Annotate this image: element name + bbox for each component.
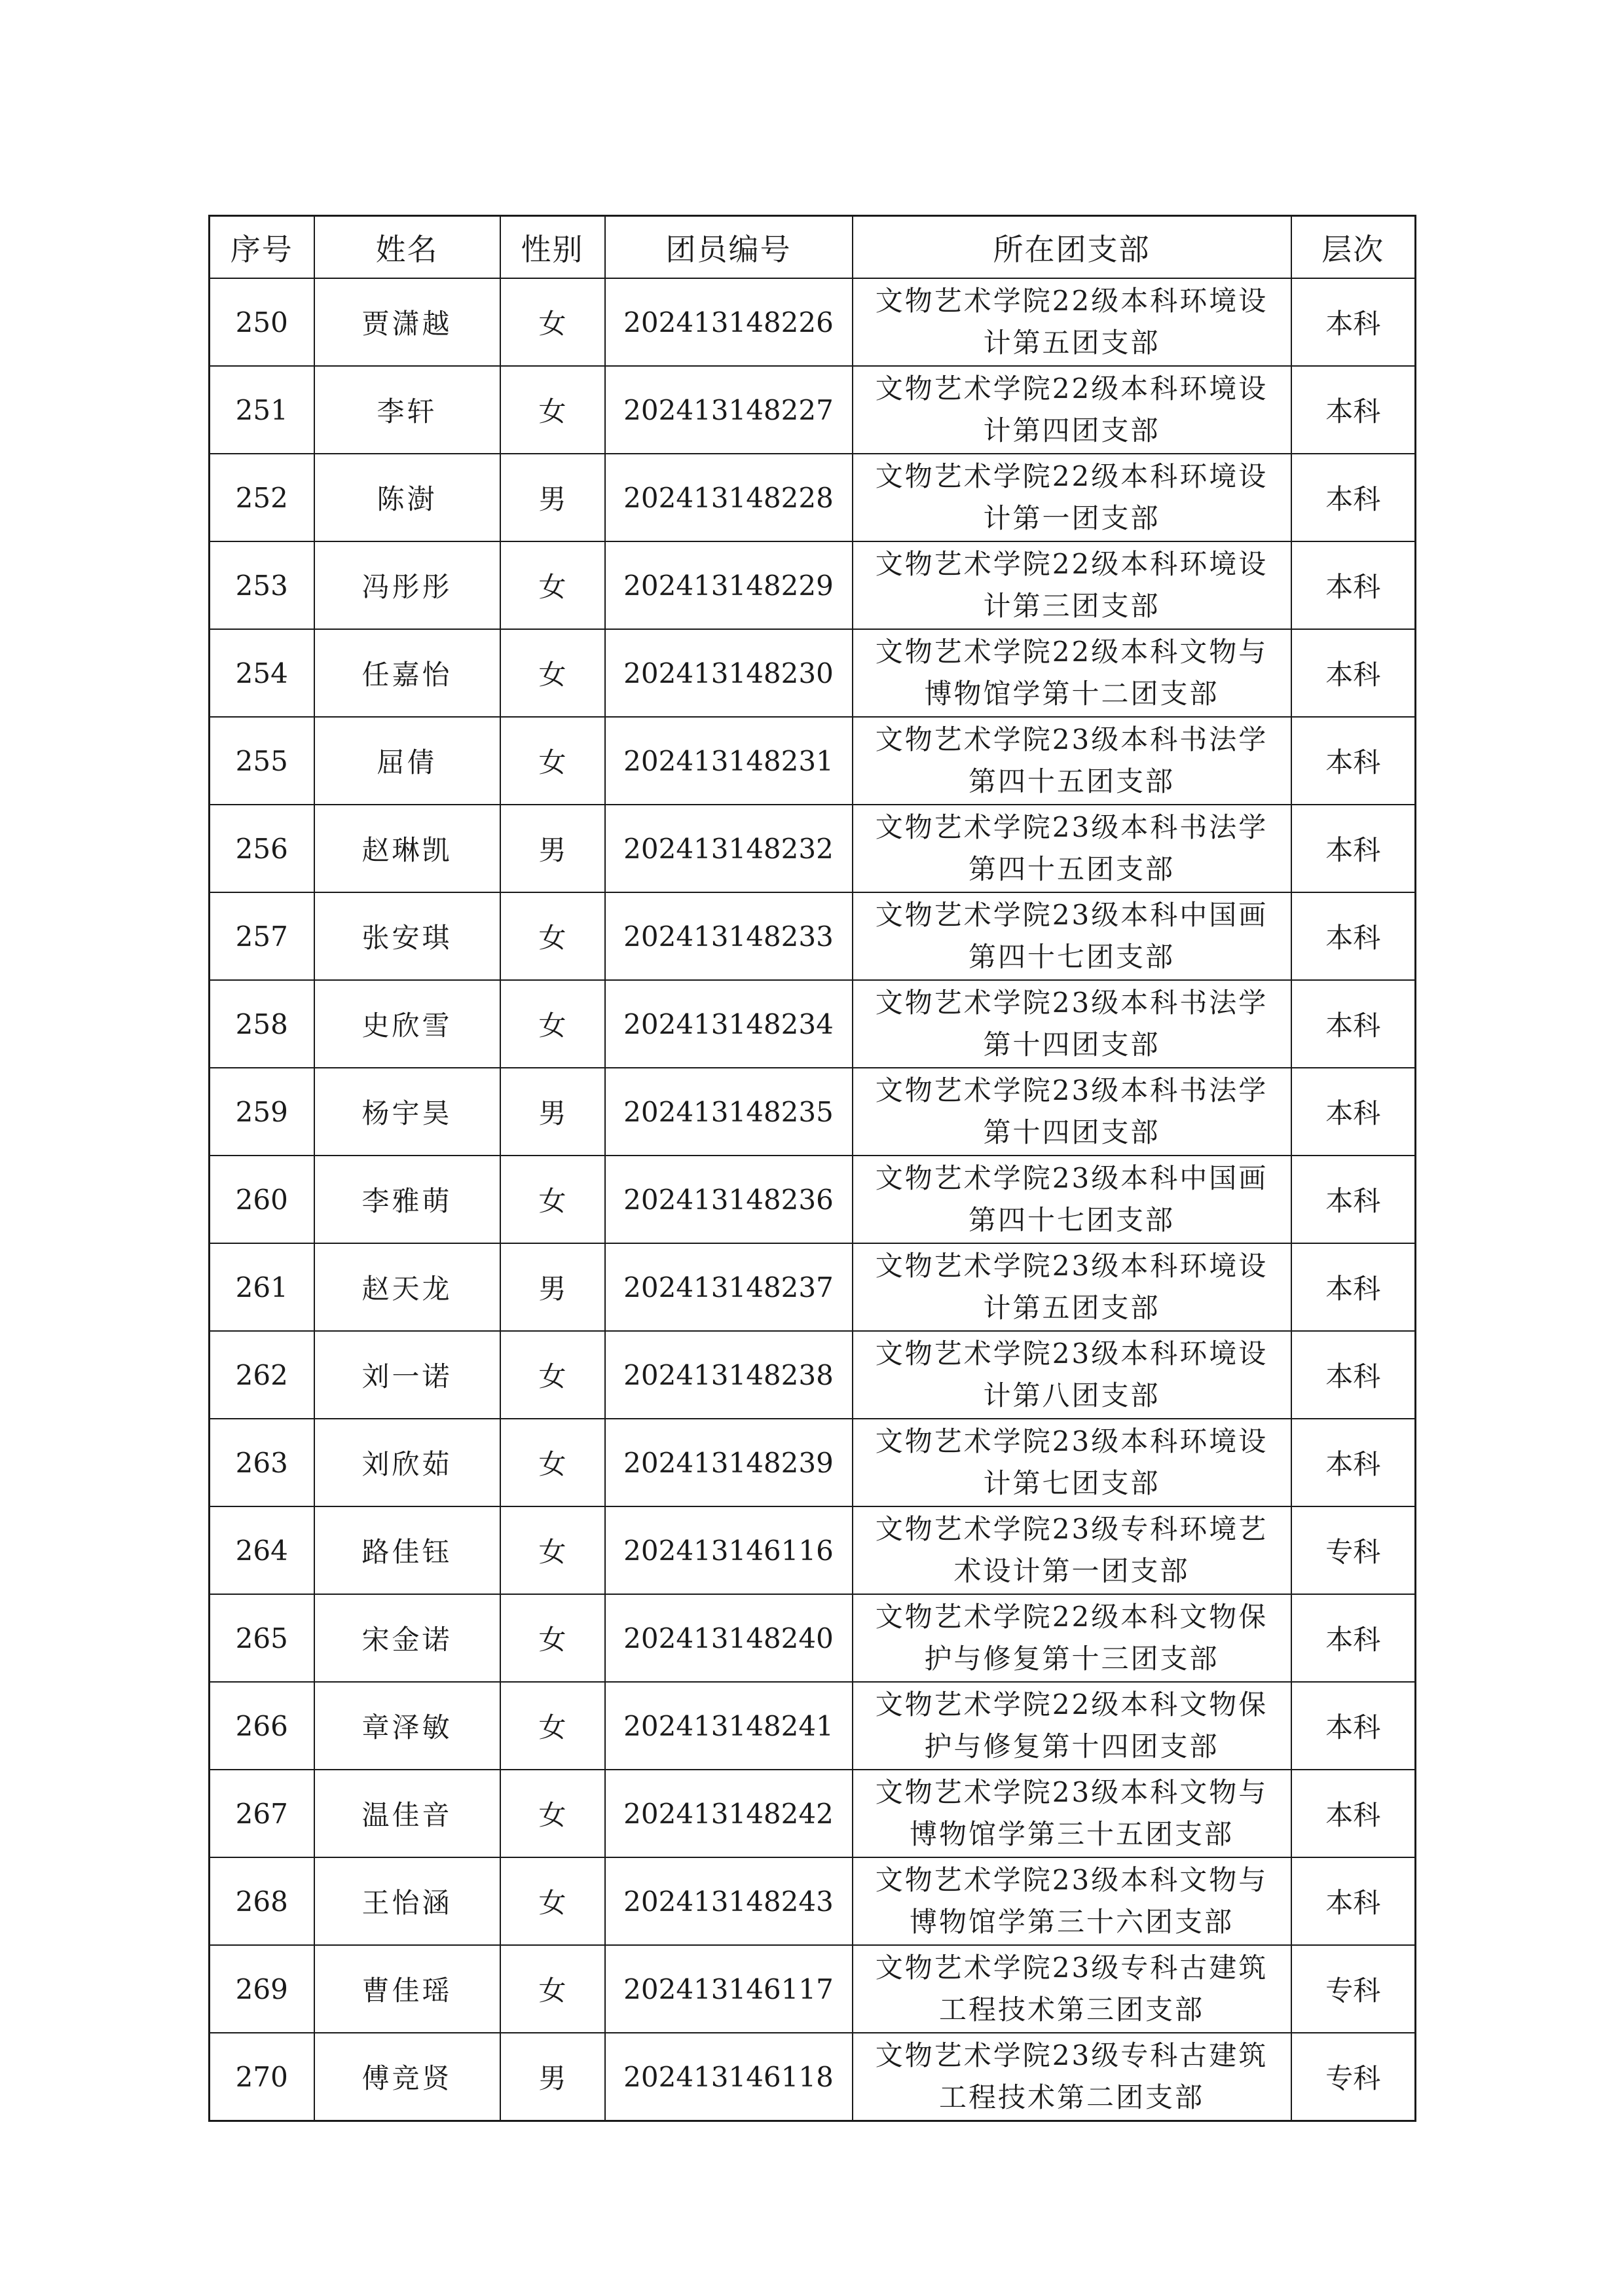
gender-cell: 男 bbox=[500, 1243, 605, 1331]
gender-cell: 女 bbox=[500, 629, 605, 717]
branch-cell bbox=[853, 629, 1291, 717]
branch-line-2: 博物馆学第十二团支部 bbox=[924, 678, 1219, 710]
name-cell: 傅竞贤 bbox=[314, 2033, 500, 2121]
table-row bbox=[210, 1682, 1416, 1770]
seq-cell: 270 bbox=[210, 2033, 314, 2121]
name-cell: 李雅萌 bbox=[314, 1156, 500, 1243]
member-list-sheet bbox=[208, 215, 1414, 2122]
branch-line-2: 计第七团支部 bbox=[983, 1467, 1160, 1499]
branch-line-2: 计第五团支部 bbox=[983, 1292, 1160, 1324]
branch-line-2: 工程技术第二团支部 bbox=[938, 2081, 1204, 2113]
table-row bbox=[210, 541, 1416, 629]
member-id-cell: 202413148238 bbox=[605, 1331, 853, 1419]
member-id-cell: 202413148229 bbox=[605, 541, 853, 629]
branch-line-2: 第四十五团支部 bbox=[968, 853, 1175, 885]
level-cell: 专科 bbox=[1291, 1945, 1416, 2033]
branch-line-2: 第四十七团支部 bbox=[968, 941, 1175, 973]
gender-cell: 女 bbox=[500, 1156, 605, 1243]
branch-line-1: 文物艺术学院23级本科书法学 bbox=[875, 1074, 1268, 1106]
table-row bbox=[210, 1594, 1416, 1682]
level-cell: 本科 bbox=[1291, 629, 1416, 717]
seq-cell: 252 bbox=[210, 454, 314, 541]
branch-line-1: 文物艺术学院22级本科文物保 bbox=[875, 1601, 1268, 1633]
level-cell: 本科 bbox=[1291, 1419, 1416, 1506]
branch-line-2: 工程技术第三团支部 bbox=[938, 1994, 1204, 2026]
branch-line-2: 第十四团支部 bbox=[983, 1029, 1160, 1061]
member-id-cell: 202413148240 bbox=[605, 1594, 853, 1682]
table-row bbox=[210, 1331, 1416, 1419]
gender-cell: 女 bbox=[500, 541, 605, 629]
member-id-cell: 202413148239 bbox=[605, 1419, 853, 1506]
seq-cell: 269 bbox=[210, 1945, 314, 2033]
branch-line-1: 文物艺术学院22级本科环境设 bbox=[875, 548, 1268, 580]
branch-cell bbox=[853, 1068, 1291, 1156]
branch-line-1: 文物艺术学院23级本科环境设 bbox=[875, 1338, 1268, 1370]
table-row bbox=[210, 805, 1416, 892]
branch-line-2: 计第五团支部 bbox=[983, 327, 1160, 359]
member-id-cell: 202413146118 bbox=[605, 2033, 853, 2121]
gender-cell: 女 bbox=[500, 1506, 605, 1594]
branch-line-2: 术设计第一团支部 bbox=[953, 1555, 1190, 1587]
name-cell: 屈倩 bbox=[314, 717, 500, 805]
branch-line-1: 文物艺术学院23级本科中国画 bbox=[875, 899, 1268, 931]
branch-line-1: 文物艺术学院22级本科文物保 bbox=[875, 1688, 1268, 1721]
gender-cell: 女 bbox=[500, 1594, 605, 1682]
seq-cell: 250 bbox=[210, 278, 314, 366]
name-cell: 任嘉怡 bbox=[314, 629, 500, 717]
branch-line-2: 计第八团支部 bbox=[983, 1379, 1160, 1412]
table-row bbox=[210, 1945, 1416, 2033]
branch-line-1: 文物艺术学院23级专科古建筑 bbox=[875, 1952, 1268, 1984]
level-cell: 本科 bbox=[1291, 805, 1416, 892]
branch-line-1: 文物艺术学院23级本科文物与 bbox=[875, 1864, 1268, 1896]
name-cell: 王怡涵 bbox=[314, 1857, 500, 1945]
seq-cell: 254 bbox=[210, 629, 314, 717]
branch-cell bbox=[853, 980, 1291, 1068]
name-cell: 赵天龙 bbox=[314, 1243, 500, 1331]
table-body bbox=[210, 278, 1416, 2121]
table-row bbox=[210, 2033, 1416, 2121]
table-row bbox=[210, 1068, 1416, 1156]
level-cell: 专科 bbox=[1291, 1506, 1416, 1594]
branch-cell bbox=[853, 717, 1291, 805]
branch-cell bbox=[853, 1945, 1291, 2033]
member-id-cell: 202413148227 bbox=[605, 366, 853, 454]
gender-cell: 女 bbox=[500, 1770, 605, 1857]
gender-cell: 男 bbox=[500, 1068, 605, 1156]
branch-line-1: 文物艺术学院22级本科文物与 bbox=[875, 636, 1268, 668]
branch-cell bbox=[853, 1506, 1291, 1594]
branch-line-2: 计第一团支部 bbox=[983, 502, 1160, 534]
seq-cell: 259 bbox=[210, 1068, 314, 1156]
gender-cell: 女 bbox=[500, 278, 605, 366]
seq-cell: 257 bbox=[210, 892, 314, 980]
branch-cell bbox=[853, 892, 1291, 980]
branch-line-2: 计第四团支部 bbox=[983, 414, 1160, 446]
branch-cell bbox=[853, 2033, 1291, 2121]
branch-line-2: 第四十七团支部 bbox=[968, 1204, 1175, 1236]
gender-cell: 女 bbox=[500, 980, 605, 1068]
name-cell: 冯彤彤 bbox=[314, 541, 500, 629]
gender-cell: 男 bbox=[500, 454, 605, 541]
seq-cell: 261 bbox=[210, 1243, 314, 1331]
branch-line-2: 计第三团支部 bbox=[983, 590, 1160, 622]
branch-line-2: 第四十五团支部 bbox=[968, 765, 1175, 797]
name-cell: 路佳钰 bbox=[314, 1506, 500, 1594]
branch-line-1: 文物艺术学院23级本科文物与 bbox=[875, 1776, 1268, 1808]
name-cell: 刘欣茹 bbox=[314, 1419, 500, 1506]
member-id-cell: 202413148232 bbox=[605, 805, 853, 892]
level-cell: 本科 bbox=[1291, 892, 1416, 980]
level-cell: 本科 bbox=[1291, 717, 1416, 805]
branch-line-2: 博物馆学第三十六团支部 bbox=[909, 1906, 1234, 1938]
gender-cell: 女 bbox=[500, 1857, 605, 1945]
table-row bbox=[210, 1770, 1416, 1857]
header-seq: 序号 bbox=[210, 216, 314, 279]
level-cell: 本科 bbox=[1291, 1594, 1416, 1682]
header-member-id: 团员编号 bbox=[605, 216, 853, 279]
member-id-cell: 202413148233 bbox=[605, 892, 853, 980]
seq-cell: 251 bbox=[210, 366, 314, 454]
level-cell: 专科 bbox=[1291, 2033, 1416, 2121]
member-id-cell: 202413146116 bbox=[605, 1506, 853, 1594]
branch-line-1: 文物艺术学院23级本科书法学 bbox=[875, 811, 1268, 843]
table-row bbox=[210, 629, 1416, 717]
gender-cell: 女 bbox=[500, 892, 605, 980]
name-cell: 陈澍 bbox=[314, 454, 500, 541]
gender-cell: 女 bbox=[500, 717, 605, 805]
branch-cell bbox=[853, 454, 1291, 541]
branch-cell bbox=[853, 1594, 1291, 1682]
level-cell: 本科 bbox=[1291, 454, 1416, 541]
branch-line-1: 文物艺术学院23级本科书法学 bbox=[875, 987, 1268, 1019]
gender-cell: 女 bbox=[500, 1331, 605, 1419]
level-cell: 本科 bbox=[1291, 541, 1416, 629]
member-id-cell: 202413148243 bbox=[605, 1857, 853, 1945]
branch-line-1: 文物艺术学院23级本科中国画 bbox=[875, 1162, 1268, 1194]
table-row bbox=[210, 1243, 1416, 1331]
level-cell: 本科 bbox=[1291, 278, 1416, 366]
gender-cell: 女 bbox=[500, 1945, 605, 2033]
name-cell: 杨宇昊 bbox=[314, 1068, 500, 1156]
branch-line-1: 文物艺术学院22级本科环境设 bbox=[875, 373, 1268, 405]
gender-cell: 男 bbox=[500, 805, 605, 892]
branch-cell bbox=[853, 1770, 1291, 1857]
gender-cell: 女 bbox=[500, 366, 605, 454]
branch-line-2: 护与修复第十四团支部 bbox=[924, 1730, 1219, 1762]
name-cell: 刘一诺 bbox=[314, 1331, 500, 1419]
member-table bbox=[208, 215, 1416, 2122]
name-cell: 贾潇越 bbox=[314, 278, 500, 366]
table-row bbox=[210, 1506, 1416, 1594]
level-cell: 本科 bbox=[1291, 1857, 1416, 1945]
seq-cell: 253 bbox=[210, 541, 314, 629]
seq-cell: 268 bbox=[210, 1857, 314, 1945]
header-level: 层次 bbox=[1291, 216, 1416, 279]
branch-cell bbox=[853, 1419, 1291, 1506]
header-branch: 所在团支部 bbox=[853, 216, 1291, 279]
name-cell: 曹佳瑶 bbox=[314, 1945, 500, 2033]
branch-line-1: 文物艺术学院22级本科环境设 bbox=[875, 460, 1268, 492]
table-row bbox=[210, 717, 1416, 805]
branch-line-2: 博物馆学第三十五团支部 bbox=[909, 1818, 1234, 1850]
branch-line-1: 文物艺术学院23级本科环境设 bbox=[875, 1425, 1268, 1457]
member-id-cell: 202413148230 bbox=[605, 629, 853, 717]
header-gender: 性别 bbox=[500, 216, 605, 279]
branch-cell bbox=[853, 278, 1291, 366]
table-row bbox=[210, 892, 1416, 980]
member-id-cell: 202413148234 bbox=[605, 980, 853, 1068]
branch-cell bbox=[853, 1156, 1291, 1243]
member-id-cell: 202413148228 bbox=[605, 454, 853, 541]
gender-cell: 男 bbox=[500, 2033, 605, 2121]
table-row bbox=[210, 366, 1416, 454]
branch-line-1: 文物艺术学院23级专科环境艺 bbox=[875, 1513, 1268, 1545]
member-id-cell: 202413148241 bbox=[605, 1682, 853, 1770]
seq-cell: 258 bbox=[210, 980, 314, 1068]
name-cell: 李轩 bbox=[314, 366, 500, 454]
seq-cell: 256 bbox=[210, 805, 314, 892]
name-cell: 章泽敏 bbox=[314, 1682, 500, 1770]
table-row bbox=[210, 454, 1416, 541]
member-id-cell: 202413148236 bbox=[605, 1156, 853, 1243]
table-row bbox=[210, 980, 1416, 1068]
branch-cell bbox=[853, 805, 1291, 892]
branch-cell bbox=[853, 1331, 1291, 1419]
member-id-cell: 202413146117 bbox=[605, 1945, 853, 2033]
member-id-cell: 202413148226 bbox=[605, 278, 853, 366]
member-id-cell: 202413148235 bbox=[605, 1068, 853, 1156]
member-id-cell: 202413148231 bbox=[605, 717, 853, 805]
name-cell: 史欣雪 bbox=[314, 980, 500, 1068]
level-cell: 本科 bbox=[1291, 980, 1416, 1068]
level-cell: 本科 bbox=[1291, 1770, 1416, 1857]
table-header-row bbox=[210, 216, 1416, 279]
table-row bbox=[210, 278, 1416, 366]
branch-line-2: 第十四团支部 bbox=[983, 1116, 1160, 1148]
member-id-cell: 202413148242 bbox=[605, 1770, 853, 1857]
header-name: 姓名 bbox=[314, 216, 500, 279]
branch-line-1: 文物艺术学院23级本科环境设 bbox=[875, 1250, 1268, 1282]
branch-cell bbox=[853, 1243, 1291, 1331]
seq-cell: 262 bbox=[210, 1331, 314, 1419]
branch-cell bbox=[853, 1682, 1291, 1770]
table-row bbox=[210, 1857, 1416, 1945]
seq-cell: 260 bbox=[210, 1156, 314, 1243]
level-cell: 本科 bbox=[1291, 1331, 1416, 1419]
seq-cell: 266 bbox=[210, 1682, 314, 1770]
gender-cell: 女 bbox=[500, 1419, 605, 1506]
seq-cell: 267 bbox=[210, 1770, 314, 1857]
branch-line-2: 护与修复第十三团支部 bbox=[924, 1643, 1219, 1675]
member-id-cell: 202413148237 bbox=[605, 1243, 853, 1331]
branch-line-1: 文物艺术学院22级本科环境设 bbox=[875, 285, 1268, 317]
name-cell: 温佳音 bbox=[314, 1770, 500, 1857]
branch-cell bbox=[853, 541, 1291, 629]
branch-line-1: 文物艺术学院23级本科书法学 bbox=[875, 723, 1268, 756]
seq-cell: 255 bbox=[210, 717, 314, 805]
level-cell: 本科 bbox=[1291, 1068, 1416, 1156]
branch-cell bbox=[853, 1857, 1291, 1945]
branch-cell bbox=[853, 366, 1291, 454]
gender-cell: 女 bbox=[500, 1682, 605, 1770]
seq-cell: 263 bbox=[210, 1419, 314, 1506]
name-cell: 宋金诺 bbox=[314, 1594, 500, 1682]
seq-cell: 265 bbox=[210, 1594, 314, 1682]
table-row bbox=[210, 1419, 1416, 1506]
level-cell: 本科 bbox=[1291, 366, 1416, 454]
name-cell: 赵琳凯 bbox=[314, 805, 500, 892]
level-cell: 本科 bbox=[1291, 1682, 1416, 1770]
seq-cell: 264 bbox=[210, 1506, 314, 1594]
level-cell: 本科 bbox=[1291, 1156, 1416, 1243]
branch-line-1: 文物艺术学院23级专科古建筑 bbox=[875, 2039, 1268, 2071]
name-cell: 张安琪 bbox=[314, 892, 500, 980]
level-cell: 本科 bbox=[1291, 1243, 1416, 1331]
table-row bbox=[210, 1156, 1416, 1243]
